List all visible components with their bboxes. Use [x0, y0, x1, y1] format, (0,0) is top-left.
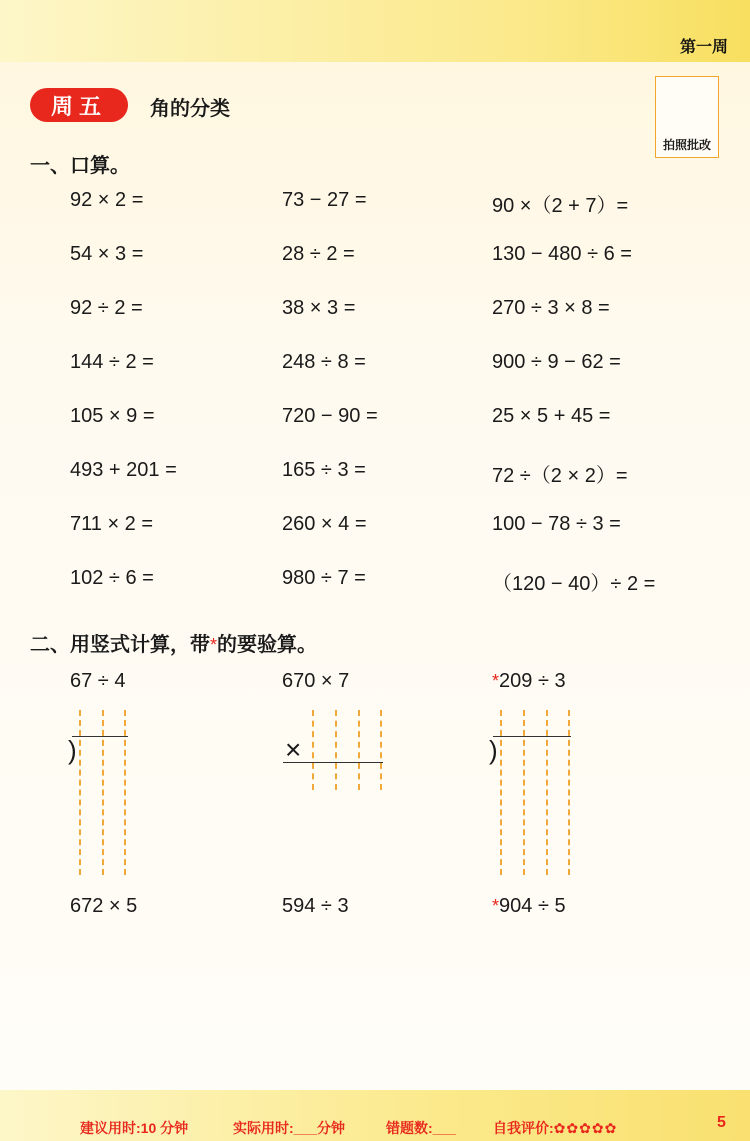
day-badge: 周五: [30, 88, 128, 122]
oral-problem: 92 × 2 =: [70, 189, 144, 211]
column-guide: [568, 710, 570, 875]
section2-title-prefix: 二、用竖式计算，带: [30, 634, 210, 656]
check-star-icon: *: [210, 635, 218, 655]
check-star-icon: *: [492, 896, 500, 916]
column-guide: [102, 710, 104, 875]
oral-problem: 165 ÷ 3 =: [282, 459, 366, 481]
oral-problem: 38 × 3 =: [282, 297, 356, 319]
column-guide: [546, 710, 548, 875]
suggested-time: 建议用时:10 分钟: [80, 1120, 189, 1136]
section1-title: 一、口算。: [30, 155, 130, 177]
oral-problem: 980 ÷ 7 =: [282, 567, 366, 589]
page-number: 5: [717, 1114, 726, 1131]
oral-problem: 100 − 78 ÷ 3 =: [492, 513, 621, 535]
vertical-problem: [70, 895, 137, 918]
oral-problem: 90 ×（2 + 7）=: [492, 195, 629, 217]
photo-grading-box: [655, 76, 719, 158]
oral-problem: 54 × 3 =: [70, 243, 144, 265]
vertical-problem-expr: 67 ÷ 4: [70, 670, 126, 692]
vertical-problem-expr: 594 ÷ 3: [282, 895, 349, 917]
oral-problem: 130 − 480 ÷ 6 =: [492, 243, 632, 265]
vertical-problem: [282, 670, 349, 693]
oral-problem: 105 × 9 =: [70, 405, 155, 427]
oral-problem: 28 ÷ 2 =: [282, 243, 355, 265]
multiply-bar: [283, 762, 383, 763]
self-evaluation: [493, 1118, 617, 1138]
self-evaluation-label: 自我评价:: [493, 1120, 554, 1136]
oral-problem: 260 × 4 =: [282, 513, 367, 535]
oral-problem: 248 ÷ 8 =: [282, 351, 366, 373]
oral-problem: 493 + 201 =: [70, 459, 177, 481]
column-guide: [358, 710, 360, 790]
division-bar: [493, 736, 571, 737]
lesson-title: 角的分类: [150, 98, 230, 120]
oral-problem: 711 × 2 =: [70, 513, 154, 535]
oral-problem: 270 ÷ 3 × 8 =: [492, 297, 610, 319]
vertical-problem: [492, 670, 566, 693]
column-guide: [523, 710, 525, 875]
section2-title: [30, 628, 317, 657]
oral-problem: 92 ÷ 2 =: [70, 297, 143, 319]
division-bar: [72, 736, 128, 737]
oral-problem: 72 ÷（2 × 2）=: [492, 465, 628, 487]
multiply-sign: ×: [285, 734, 302, 765]
column-guide: [380, 710, 382, 790]
oral-problem: 720 − 90 =: [282, 405, 378, 427]
division-bracket: ): [489, 735, 498, 765]
vertical-problem-expr: 670 × 7: [282, 670, 350, 692]
vertical-problem-expr: 209 ÷ 3: [499, 670, 566, 692]
division-bracket: ): [68, 735, 77, 765]
week-label: 第一周: [679, 39, 728, 56]
column-guide: [500, 710, 502, 875]
oral-problem: 73 − 27 =: [282, 189, 367, 211]
oral-problem: （120 − 40）÷ 2 =: [492, 573, 656, 595]
vertical-problem: [492, 895, 566, 918]
section2-title-suffix: 的要验算。: [217, 634, 318, 656]
header-band: [0, 0, 750, 62]
rating-flowers-icon: ✿✿✿✿✿: [553, 1120, 618, 1136]
column-guide: [124, 710, 126, 875]
vertical-problem-expr: 672 × 5: [70, 895, 138, 917]
column-guide: [79, 710, 81, 875]
oral-problem: 144 ÷ 2 =: [70, 351, 154, 373]
vertical-problem: [282, 895, 349, 918]
check-star-icon: *: [492, 671, 500, 691]
vertical-problem-expr: 904 ÷ 5: [499, 895, 566, 917]
photo-grading-label: 拍照批改: [662, 138, 711, 152]
oral-problem: 900 ÷ 9 − 62 =: [492, 351, 621, 373]
actual-time: 实际用时:___分钟: [233, 1120, 346, 1136]
column-guide: [312, 710, 314, 790]
oral-problem: 102 ÷ 6 =: [70, 567, 154, 589]
oral-problem: 25 × 5 + 45 =: [492, 405, 611, 427]
column-guide: [335, 710, 337, 790]
vertical-problem: [70, 670, 125, 693]
wrong-count: 错题数:___: [386, 1120, 457, 1136]
